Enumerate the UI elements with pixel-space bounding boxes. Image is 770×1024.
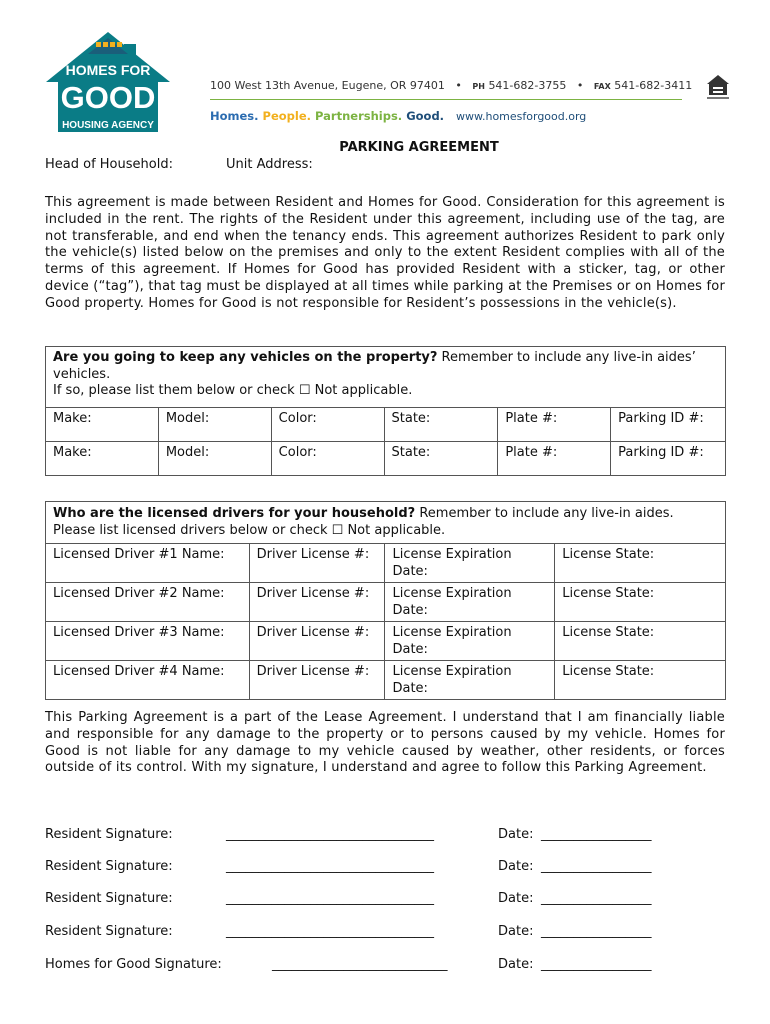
vehicle-make-field[interactable]: Make: bbox=[46, 407, 159, 441]
date-label: Date: bbox=[498, 859, 534, 874]
drivers-question-cell bbox=[46, 502, 726, 544]
vehicle-state-field[interactable]: State: bbox=[384, 407, 498, 441]
signature-label: Resident Signature: bbox=[45, 859, 173, 874]
date-label: Date: bbox=[498, 891, 534, 906]
vehicle-color-field[interactable]: Color: bbox=[271, 441, 384, 475]
header-divider bbox=[210, 99, 682, 100]
date-line[interactable]: _________________ bbox=[541, 957, 652, 972]
signature-label: Resident Signature: bbox=[45, 891, 173, 906]
driver-name-field[interactable]: Licensed Driver #1 Name: bbox=[46, 544, 250, 583]
tagline-homes: Homes. bbox=[210, 109, 259, 123]
driver-license-field[interactable]: Driver License #: bbox=[249, 583, 385, 622]
drivers-question-bold: Who are the licensed drivers for your household? bbox=[53, 506, 416, 521]
driver-license-field[interactable]: Driver License #: bbox=[249, 622, 385, 661]
fax-label: FAX bbox=[593, 82, 611, 91]
driver-license-field[interactable]: Driver License #: bbox=[249, 661, 385, 700]
bullet-separator: • bbox=[576, 79, 584, 92]
tagline-partnerships: Partnerships. bbox=[315, 109, 403, 123]
drivers-table bbox=[45, 501, 726, 700]
fax-number: 541-682-3411 bbox=[614, 79, 693, 92]
tagline-people: People. bbox=[262, 109, 312, 123]
driver-name-field[interactable]: Licensed Driver #2 Name: bbox=[46, 583, 250, 622]
date-line[interactable]: _________________ bbox=[541, 827, 652, 842]
phone-label: PH bbox=[472, 82, 485, 91]
tagline bbox=[210, 109, 444, 123]
signature-row bbox=[45, 827, 173, 842]
date-label: Date: bbox=[498, 957, 534, 972]
vehicle-color-field[interactable]: Color: bbox=[271, 407, 384, 441]
logo-line3: HOUSING AGENCY bbox=[62, 120, 154, 131]
driver-state-field[interactable]: License State: bbox=[555, 622, 726, 661]
vehicle-plate-field[interactable]: Plate #: bbox=[498, 407, 611, 441]
vehicles-not-applicable[interactable]: If so, please list them below or check ☐ Not applicable. bbox=[53, 383, 413, 398]
signature-label: Resident Signature: bbox=[45, 924, 173, 939]
date-line[interactable]: _________________ bbox=[541, 859, 652, 874]
date-line[interactable]: _________________ bbox=[541, 891, 652, 906]
driver-expiration-field[interactable]: License Expiration Date: bbox=[385, 661, 555, 700]
page-title: PARKING AGREEMENT bbox=[339, 140, 499, 155]
vehicles-question-rest: Remember to include any live-in aides’ vehicles. bbox=[53, 350, 696, 382]
vehicle-make-field[interactable]: Make: bbox=[46, 441, 159, 475]
driver-name-field[interactable]: Licensed Driver #3 Name: bbox=[46, 622, 250, 661]
phone-number: 541-682-3755 bbox=[488, 79, 567, 92]
address-text: 100 West 13th Avenue, Eugene, OR 97401 bbox=[210, 79, 445, 92]
head-of-household-label: Head of Household: bbox=[45, 157, 173, 172]
signature-line[interactable]: ________________________________ bbox=[226, 924, 434, 939]
driver-license-field[interactable]: Driver License #: bbox=[249, 544, 385, 583]
agency-signature-line[interactable]: ___________________________ bbox=[272, 957, 448, 972]
tagline-good: Good. bbox=[406, 109, 445, 123]
driver-expiration-field[interactable]: License Expiration Date: bbox=[385, 583, 555, 622]
driver-state-field[interactable]: License State: bbox=[555, 544, 726, 583]
driver-name-field[interactable]: Licensed Driver #4 Name: bbox=[46, 661, 250, 700]
vehicle-model-field[interactable]: Model: bbox=[158, 441, 271, 475]
date-line[interactable]: _________________ bbox=[541, 924, 652, 939]
vehicle-plate-field[interactable]: Plate #: bbox=[498, 441, 611, 475]
vehicles-question-cell bbox=[46, 347, 726, 408]
signature-line[interactable]: ________________________________ bbox=[226, 859, 434, 874]
signature-label: Resident Signature: bbox=[45, 827, 173, 842]
driver-state-field[interactable]: License State: bbox=[555, 661, 726, 700]
contact-line bbox=[210, 79, 692, 92]
agency-signature-label: Homes for Good Signature: bbox=[45, 957, 222, 972]
website-link[interactable]: www.homesforgood.org bbox=[456, 110, 587, 123]
date-label: Date: bbox=[498, 827, 534, 842]
equal-housing-icon bbox=[704, 73, 732, 101]
vehicle-model-field[interactable]: Model: bbox=[158, 407, 271, 441]
driver-expiration-field[interactable]: License Expiration Date: bbox=[385, 622, 555, 661]
driver-expiration-field[interactable]: License Expiration Date: bbox=[385, 544, 555, 583]
driver-state-field[interactable]: License State: bbox=[555, 583, 726, 622]
vehicle-parking-id-field[interactable]: Parking ID #: bbox=[611, 407, 726, 441]
logo-line1: HOMES FOR bbox=[65, 62, 151, 78]
vehicles-table bbox=[45, 346, 726, 476]
house-logo-icon bbox=[36, 30, 180, 134]
logo bbox=[36, 30, 180, 134]
unit-address-label: Unit Address: bbox=[226, 157, 313, 172]
logo-line2: GOOD bbox=[60, 80, 156, 115]
vehicles-question-bold: Are you going to keep any vehicles on the property? bbox=[53, 350, 438, 365]
vehicle-state-field[interactable]: State: bbox=[384, 441, 498, 475]
vehicle-parking-id-field[interactable]: Parking ID #: bbox=[611, 441, 726, 475]
drivers-question-rest[interactable]: Remember to include any live-in aides. Please list licensed drivers below or check ☐ Not applicable. bbox=[53, 506, 674, 538]
signature-line[interactable]: ________________________________ bbox=[226, 891, 434, 906]
date-label: Date: bbox=[498, 924, 534, 939]
signature-line[interactable]: ________________________________ bbox=[226, 827, 434, 842]
intro-paragraph: This agreement is made between Resident and Homes for Good. Consideration for this agreement is included in the rent. The rights of the Resident under this agreement, including use of the tag, are not transferable, and end when the tenancy ends. This agreement authorizes Resident to park only the vehicle(s) listed below on the premises and only to the extent Resident complies with all of the terms of this agreement. If Homes for Good has provided Resident with a sticker, tag, or other device (“tag”), that tag must be displayed at all times while parking at the Premises or on Homes for Good property. Homes for Good is not responsible for Resident’s possessions in the vehicle(s). bbox=[45, 195, 725, 311]
bullet-separator: • bbox=[455, 79, 462, 92]
closing-paragraph: This Parking Agreement is a part of the Lease Agreement. I understand that I am financially liable and responsible for any damage to the property or to persons caused by my vehicle. Homes for Good is not liable for any damage to my vehicle caused by weather, other residents, or forces outside of its control. With my signature, I understand and agree to follow this Parking Agreement. bbox=[45, 710, 725, 776]
